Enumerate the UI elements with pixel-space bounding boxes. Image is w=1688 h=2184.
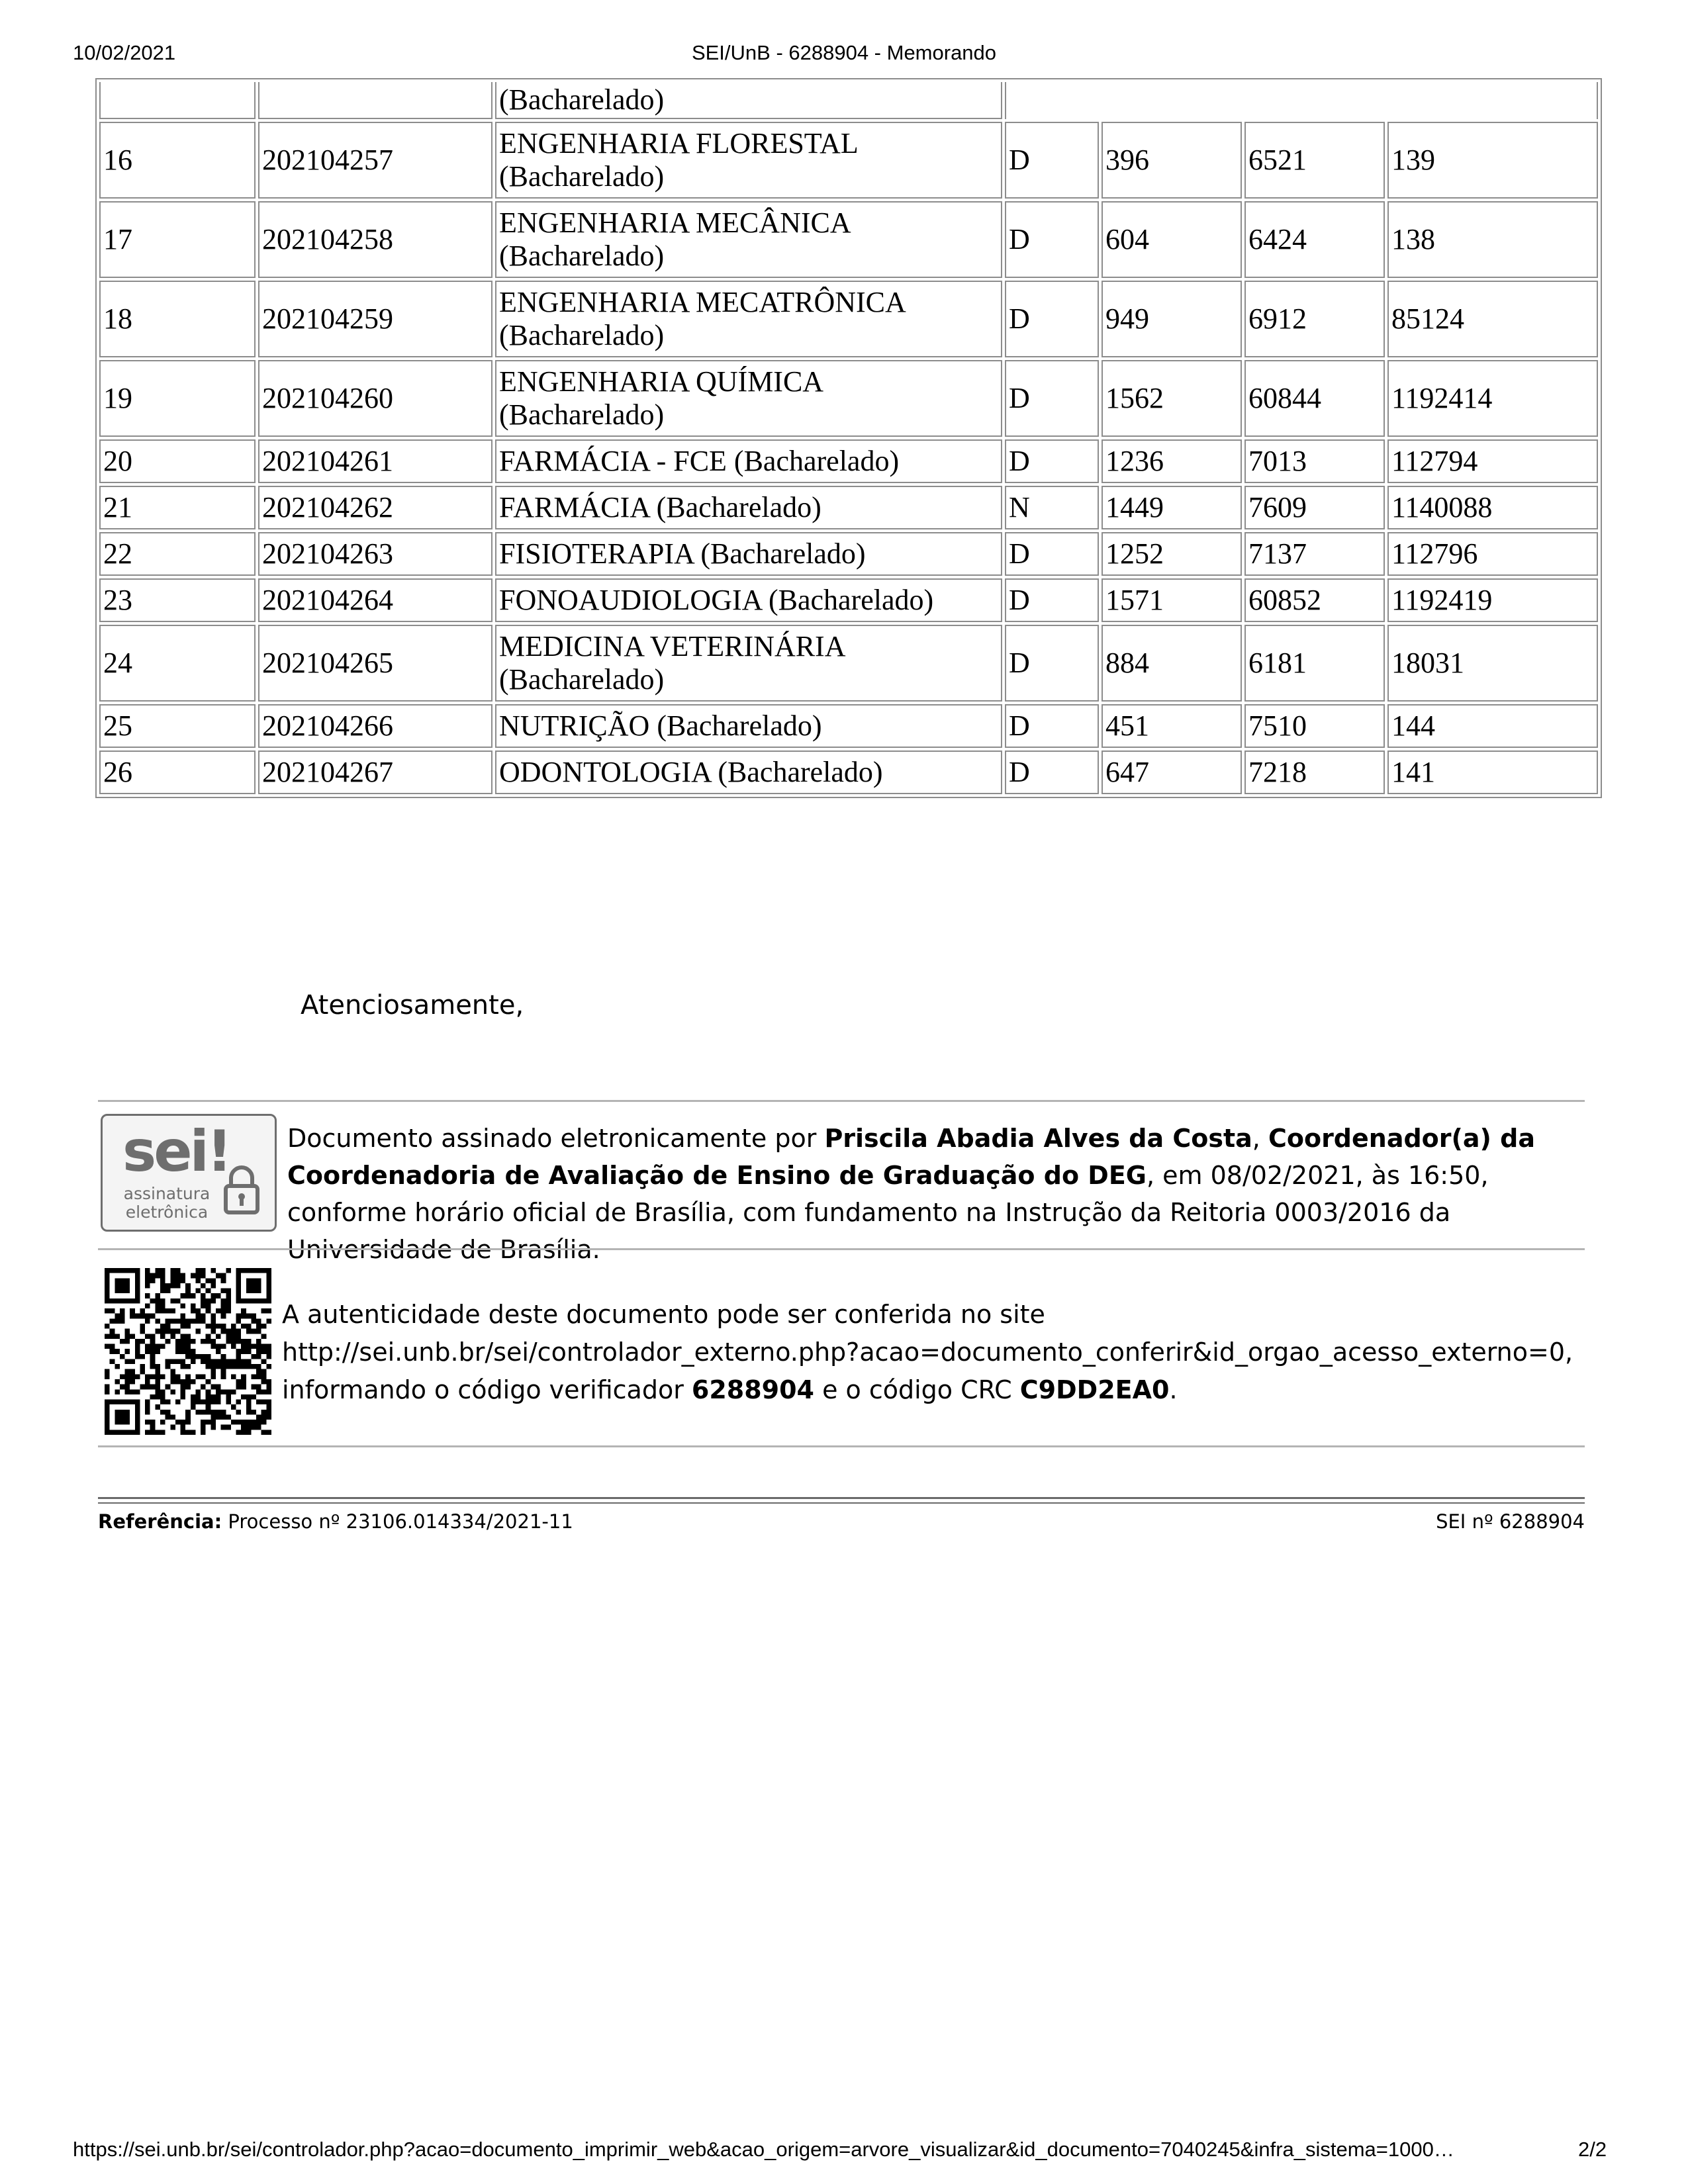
- print-date: 10/02/2021: [73, 41, 176, 64]
- table-row: [99, 704, 1598, 748]
- table-cell-value: 18031: [1387, 625, 1598, 702]
- table-cell-value: 1562: [1102, 360, 1242, 437]
- table-cell-value: 1192414: [1387, 360, 1598, 437]
- authenticity-statement: [282, 1296, 1593, 1409]
- table-cell-number: 23: [99, 578, 256, 622]
- table-row: [99, 578, 1598, 622]
- table-cell-shift: D: [1005, 439, 1099, 483]
- table-cell-number: 19: [99, 360, 256, 437]
- table-cell-value: 6181: [1244, 625, 1385, 702]
- table-cell-code: 202104259: [258, 281, 492, 357]
- divider: [98, 1100, 1585, 1102]
- table-cell-course: [495, 439, 1002, 483]
- text: ,: [1252, 1124, 1268, 1153]
- table-cell-number: 26: [99, 751, 256, 794]
- course-name: FONOAUDIOLOGIA (Bacharelado): [499, 584, 934, 616]
- table-cell-number: 25: [99, 704, 256, 748]
- table-cell-value: 141: [1387, 751, 1598, 794]
- courses-table: [95, 78, 1602, 798]
- table-cell-shift: D: [1005, 704, 1099, 748]
- table-cell-value: 6521: [1244, 122, 1385, 199]
- table-cell-value: 112796: [1387, 532, 1598, 576]
- table-cell-course: [495, 625, 1002, 702]
- table-cell-value: 396: [1102, 122, 1242, 199]
- table-cell-value: 884: [1102, 625, 1242, 702]
- signature-statement: [287, 1120, 1585, 1268]
- reference-divider: [98, 1497, 1585, 1499]
- table-cell: [99, 82, 256, 119]
- page-number: 2/2: [1578, 2138, 1607, 2161]
- table-cell-value: 604: [1102, 201, 1242, 278]
- verifier-code: 6288904: [691, 1375, 814, 1404]
- table-cell-shift: N: [1005, 486, 1099, 529]
- table-row: [99, 201, 1598, 278]
- table-cell-course: (Bacharelado): [495, 82, 1002, 119]
- table-row: [99, 751, 1598, 794]
- table-cell-code: 202104267: [258, 751, 492, 794]
- table-cell-value: 60844: [1244, 360, 1385, 437]
- course-name: ENGENHARIA MECATRÔNICA: [499, 286, 906, 318]
- table-cell-shift: D: [1005, 122, 1099, 199]
- table-cell-course: [495, 578, 1002, 622]
- table-cell-code: 202104258: [258, 201, 492, 278]
- table-cell-shift: D: [1005, 625, 1099, 702]
- course-name: ENGENHARIA QUÍMICA: [499, 365, 824, 398]
- table-cell-code: 202104264: [258, 578, 492, 622]
- table-cell-value: 1236: [1102, 439, 1242, 483]
- table-cell-course: [495, 751, 1002, 794]
- crc-code: C9DD2EA0: [1019, 1375, 1170, 1404]
- table-cell-value: 1252: [1102, 532, 1242, 576]
- reference-divider: [98, 1502, 1585, 1504]
- seal-logo-text: sei!: [122, 1118, 230, 1185]
- table-cell: [1005, 82, 1598, 119]
- course-name: ENGENHARIA MECÂNICA: [499, 206, 851, 239]
- table-cell-code: 202104266: [258, 704, 492, 748]
- divider: [98, 1248, 1585, 1250]
- table-cell-value: 7137: [1244, 532, 1385, 576]
- seal-caption-line: assinatura: [123, 1184, 211, 1203]
- table-cell-value: 949: [1102, 281, 1242, 357]
- course-name: NUTRIÇÃO (Bacharelado): [499, 709, 822, 742]
- course-name: ODONTOLOGIA (Bacharelado): [499, 756, 883, 788]
- signer-role: Coordenador(a) da Coordenadoria de Avaliação de Ensino de Graduação do DEG: [287, 1124, 1535, 1190]
- table-cell-code: 202104260: [258, 360, 492, 437]
- table-cell-value: 647: [1102, 751, 1242, 794]
- course-degree: (Bacharelado): [499, 398, 665, 431]
- table-row: [99, 486, 1598, 529]
- table-cell-value: 60852: [1244, 578, 1385, 622]
- table-cell-shift: D: [1005, 751, 1099, 794]
- table-cell-value: 138: [1387, 201, 1598, 278]
- table-cell-shift: D: [1005, 532, 1099, 576]
- table-cell: [258, 82, 492, 119]
- table-cell-value: 139: [1387, 122, 1598, 199]
- table-cell-code: 202104261: [258, 439, 492, 483]
- text: .: [1169, 1375, 1178, 1404]
- reference-label: Referência:: [98, 1510, 222, 1533]
- table-cell-value: 144: [1387, 704, 1598, 748]
- table-cell-shift: D: [1005, 201, 1099, 278]
- text: e o código CRC: [814, 1375, 1020, 1404]
- course-name: MEDICINA VETERINÁRIA: [499, 630, 846, 662]
- seal-caption: [117, 1185, 216, 1222]
- table-cell-course: [495, 360, 1002, 437]
- closing-salutation: Atenciosamente,: [301, 990, 524, 1021]
- page-url: https://sei.unb.br/sei/controlador.php?acao=documento_imprimir_web&acao_origem=arvore_visualizar&id_documento=7040245&infra_sistema=1000…: [73, 2138, 1454, 2161]
- table-cell-value: 1140088: [1387, 486, 1598, 529]
- table-cell-value: 7510: [1244, 704, 1385, 748]
- table-cell-number: 17: [99, 201, 256, 278]
- process-reference: [98, 1510, 573, 1533]
- table-row: [99, 625, 1598, 702]
- table-cell-value: 7609: [1244, 486, 1385, 529]
- table-cell-shift: D: [1005, 578, 1099, 622]
- table-cell-value: 6424: [1244, 201, 1385, 278]
- table-cell-code: 202104262: [258, 486, 492, 529]
- table-row: [99, 360, 1598, 437]
- table-cell-number: 18: [99, 281, 256, 357]
- table-row: [99, 281, 1598, 357]
- table-cell-value: 112794: [1387, 439, 1598, 483]
- course-name: ENGENHARIA FLORESTAL: [499, 127, 859, 159]
- table-cell-course: [495, 281, 1002, 357]
- course-name: FARMÁCIA - FCE (Bacharelado): [499, 445, 900, 477]
- table-cell-course: [495, 122, 1002, 199]
- table-row: [99, 532, 1598, 576]
- qr-code-icon: [105, 1268, 271, 1435]
- seal-caption-line: eletrônica: [125, 1203, 209, 1222]
- table-cell-value: 1571: [1102, 578, 1242, 622]
- table-cell-code: 202104265: [258, 625, 492, 702]
- table-cell-value: 451: [1102, 704, 1242, 748]
- table-cell-number: 21: [99, 486, 256, 529]
- courses-table-wrapper: [95, 78, 1599, 798]
- table-cell-value: 85124: [1387, 281, 1598, 357]
- table-cell-shift: D: [1005, 281, 1099, 357]
- table-cell-code: 202104257: [258, 122, 492, 199]
- divider: [98, 1445, 1585, 1447]
- course-name: FARMÁCIA (Bacharelado): [499, 491, 821, 523]
- course-name: FISIOTERAPIA (Bacharelado): [499, 537, 866, 570]
- table-cell-value: 7013: [1244, 439, 1385, 483]
- table-cell-course: [495, 704, 1002, 748]
- table-cell-number: 24: [99, 625, 256, 702]
- table-cell-value: 6912: [1244, 281, 1385, 357]
- text: Documento assinado eletronicamente por: [287, 1124, 825, 1153]
- table-cell-value: 1449: [1102, 486, 1242, 529]
- course-degree: (Bacharelado): [499, 160, 665, 193]
- table-cell-number: 20: [99, 439, 256, 483]
- table-cell-code: 202104263: [258, 532, 492, 576]
- table-row-continuation: [99, 82, 1598, 119]
- table-cell-course: [495, 486, 1002, 529]
- course-degree: (Bacharelado): [499, 663, 665, 696]
- table-cell-shift: D: [1005, 360, 1099, 437]
- text: A autenticidade deste documento pode ser conferida no site http://sei.unb.br/sei/controlador_externo.php?acao=documento_conferir&id_orgao_acesso_externo=0, informando o código verificador: [282, 1300, 1573, 1404]
- sei-number: SEI nº 6288904: [1436, 1510, 1585, 1533]
- table-cell-course: [495, 532, 1002, 576]
- sei-signature-seal: [101, 1114, 277, 1232]
- course-degree: (Bacharelado): [499, 240, 665, 272]
- document-title: SEI/UnB - 6288904 - Memorando: [691, 41, 997, 64]
- process-number: Processo nº 23106.014334/2021-11: [222, 1510, 573, 1533]
- course-degree: (Bacharelado): [499, 319, 665, 351]
- table-cell-number: 22: [99, 532, 256, 576]
- text: , em 08/02/2021, às 16:50, conforme horário oficial de Brasília, com fundamento na Instrução da Reitoria 0003/2016 da Universidade de Brasília.: [287, 1161, 1489, 1264]
- courses-table-body: [99, 82, 1598, 794]
- lock-icon: [222, 1162, 261, 1215]
- table-cell-number: 16: [99, 122, 256, 199]
- table-cell-value: 1192419: [1387, 578, 1598, 622]
- table-row: [99, 122, 1598, 199]
- table-row: [99, 439, 1598, 483]
- table-cell-course: [495, 201, 1002, 278]
- signer-name: Priscila Abadia Alves da Costa: [824, 1124, 1252, 1153]
- table-cell-value: 7218: [1244, 751, 1385, 794]
